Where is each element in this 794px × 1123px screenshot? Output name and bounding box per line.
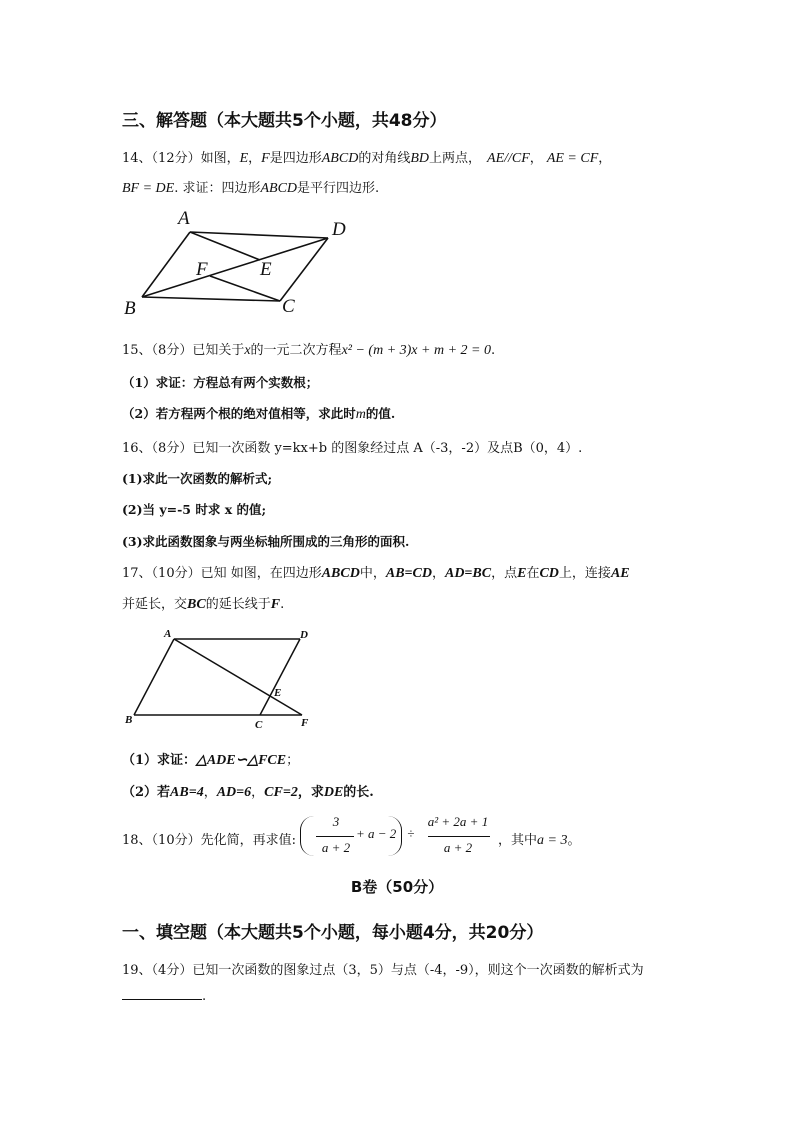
q17-var: AE	[610, 566, 630, 581]
q17-var: CD	[539, 566, 559, 581]
q18-value: a = 3	[537, 833, 568, 848]
q14-text: 上两点，	[429, 151, 482, 166]
q17-text: ，点	[491, 566, 518, 581]
segment-ae	[190, 232, 260, 260]
label-f: F	[301, 717, 309, 729]
q19-line: 19、（4分）已知一次函数的图象过点（3，5）与点（-4，-9），则这个一次函数的解析式为	[122, 963, 644, 978]
q15-var: x	[244, 343, 251, 358]
q18-frac2-num: a² + 2a + 1	[427, 814, 489, 829]
q17-text: ，	[251, 785, 265, 800]
q14-text: 的对角线	[358, 151, 411, 166]
q17-text: （2）若	[122, 785, 171, 800]
q17-sub1	[122, 749, 299, 769]
q14-text: ，	[248, 151, 262, 166]
q15-text: .	[490, 343, 496, 358]
q18-frac1-bar	[316, 836, 354, 837]
q14-parallelogram-figure	[118, 205, 358, 320]
q15-sub1: （1）求证：方程总有两个实数根；	[122, 375, 319, 390]
q14-text: ，	[529, 151, 543, 166]
q17-var: E	[517, 566, 527, 581]
q17-text: 17、（10分）已知 如图，在四边形	[122, 566, 322, 581]
line-af	[174, 639, 302, 715]
q17-condition: AD=BC	[444, 566, 492, 581]
q17-var: DE	[323, 785, 344, 800]
q14-condition: BF = DE	[122, 181, 175, 196]
q19-text: .	[202, 989, 207, 1004]
section-title: 一、填空题（本大题共5个小题，每小题4分，共20分）	[122, 923, 544, 943]
q14-condition: AE = CF	[546, 151, 599, 166]
q17-text: （1）求证：	[122, 753, 197, 768]
edge-dc	[260, 639, 300, 715]
part-b-title: B卷（50分）	[350, 878, 444, 896]
q17-var: ABCD	[321, 566, 360, 581]
q17-line1	[122, 562, 630, 582]
q18-div-sign: ÷	[407, 826, 415, 841]
q17-text: 上，连接	[558, 566, 611, 581]
edge-ad	[190, 232, 328, 238]
q17-text: ，	[431, 566, 445, 581]
label-c: C	[255, 719, 263, 731]
q14-text: ，	[598, 151, 612, 166]
q15-line	[122, 339, 495, 359]
q17-text: ；	[286, 753, 300, 768]
diagonal-bd	[142, 238, 328, 297]
label-e: E	[260, 259, 272, 280]
q18-frac1-num: 3	[332, 814, 340, 829]
q14-line1	[122, 147, 611, 167]
label-e: E	[274, 687, 282, 699]
q14-line2	[122, 177, 379, 197]
q17-sub2	[122, 781, 374, 801]
q16-sub3: (3)求此函数图象与两坐标轴所围成的三角形的面积.	[122, 534, 410, 549]
q17-text: 在	[526, 566, 540, 581]
q17-text: 的延长线于	[205, 597, 271, 612]
q16-line: 16、（8分）已知一次函数 y=kx+b 的图象经过点 A（-3，-2）及点B（0，4）.	[122, 441, 583, 456]
q17-text: ，求	[297, 785, 324, 800]
q15-equation: x² − (m + 3)x + m + 2 = 0	[341, 343, 491, 358]
q14-var: E	[239, 151, 249, 166]
q14-text: . 求证：四边形	[174, 181, 261, 196]
q17-given: AD=6	[216, 785, 252, 800]
q15-sub2	[122, 404, 395, 423]
q18-frac2-bar	[428, 836, 490, 837]
q14-text: 是四边形	[269, 151, 322, 166]
label-f: F	[196, 259, 208, 280]
q17-condition: AB=CD	[385, 566, 432, 581]
label-b: B	[125, 714, 133, 726]
q17-var: BC	[187, 597, 206, 612]
q14-text: 14、（12分）如图，	[122, 151, 240, 166]
q17-text: .	[280, 597, 285, 612]
label-c: C	[282, 296, 295, 317]
edge-ba	[142, 232, 190, 297]
q17-similarity: △ADE∽△FCE	[196, 753, 287, 768]
label-d: D	[300, 629, 308, 641]
q18-prefix: 18、（10分）先化简，再求值:	[122, 833, 296, 848]
q14-var: F	[261, 151, 270, 166]
q17-text: 中，	[359, 566, 386, 581]
q15-text: 的一元二次方程	[250, 343, 342, 358]
q15-text: 15、（8分）已知关于	[122, 343, 245, 358]
q14-var: ABCD	[321, 151, 359, 166]
edge-dc	[280, 238, 328, 301]
q16-sub2: (2)当 y=-5 时求 x 的值;	[122, 502, 267, 517]
q16-sub1: (1)求此一次函数的解析式;	[122, 471, 273, 486]
q17-text: ，	[203, 785, 217, 800]
q18-text: ，其中	[498, 833, 538, 848]
q18-text: 。	[567, 833, 581, 848]
q15-text: 的值.	[365, 406, 396, 421]
q19-answer-blank[interactable]	[122, 989, 202, 1000]
q18-tail	[498, 829, 580, 849]
q18-frac1-den: a + 2	[321, 840, 351, 855]
label-a: A	[178, 208, 190, 229]
label-d: D	[332, 219, 346, 240]
label-b: B	[124, 298, 136, 319]
q19-answer-line	[122, 989, 206, 1004]
q17-line2	[122, 593, 284, 613]
q14-var: ABCD	[260, 181, 298, 196]
edge-ba	[134, 639, 174, 715]
q17-text: 并延长，交	[122, 597, 188, 612]
q15-var: m	[355, 407, 366, 422]
q17-text: 的长.	[343, 785, 374, 800]
q18-frac2-den: a + 2	[443, 840, 473, 855]
edge-cb	[142, 297, 280, 301]
q17-given: CF=2	[264, 785, 298, 800]
q17-var: F	[270, 597, 281, 612]
q18-plus-term: + a − 2	[356, 826, 397, 841]
q14-condition: AE//CF	[487, 151, 530, 166]
q15-text: （2）若方程两个根的绝对值相等，求此时	[122, 406, 356, 421]
q14-text: 是平行四边形.	[297, 181, 380, 196]
q17-given: AB=4	[170, 785, 204, 800]
q14-var: BD	[410, 151, 429, 166]
section-title: 三、解答题（本大题共5个小题，共48分）	[122, 111, 447, 131]
label-a: A	[164, 628, 172, 640]
q17-quadrilateral-figure	[120, 624, 320, 734]
